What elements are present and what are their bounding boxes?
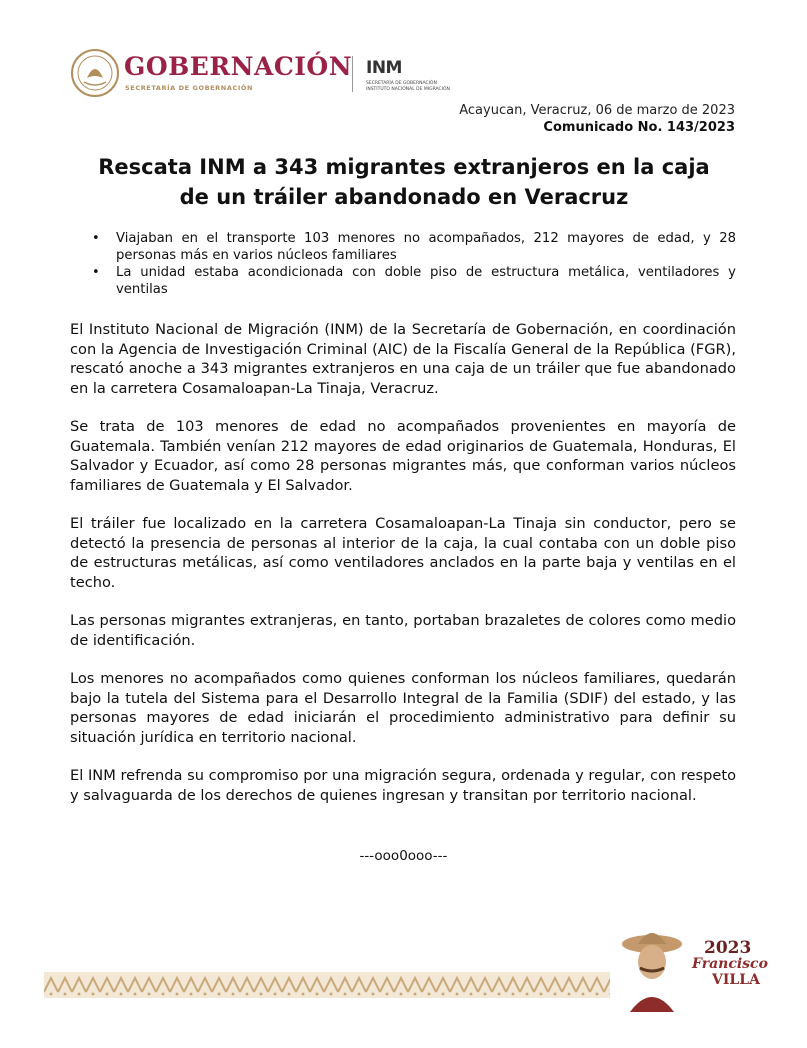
paragraph: El Instituto Nacional de Migración (INM) de la Secretaría de Gobernación, en coordinación con la Agencia de Investigación Criminal (AIC) de la Fiscalía General de la República (FGR), rescató anoche a 343 migrantes extranjeros en una caja de un tráiler que fue abandonado en la carretera Cosamaloapan-La Tinaja, Veracruz. — [70, 321, 736, 397]
title-line: Rescata INM a 343 migrantes extranjeros en la caja — [98, 155, 710, 179]
highlight-text: La unidad estaba acondicionada con doble piso de estructura metálica, ventiladores y ventilas — [116, 265, 736, 297]
paragraph: Se trata de 103 menores de edad no acompañados provenientes en mayoría de Guatemala. También venían 212 mayores de edad originarios de Guatemala, Honduras, El Salvador y Ecuador, así como 28 personas migrantes más, que conforman varios núcleos familiares de Guatemala y El Salvador. — [70, 418, 736, 494]
paragraph: Las personas migrantes extranjeras, en tanto, portaban brazaletes de colores como medio de identificación. — [70, 612, 736, 649]
footer-name: Francisco — [692, 956, 768, 972]
decorative-border-strip — [44, 972, 610, 998]
gobernacion-logo-text: GOBERNACIÓN — [124, 52, 353, 81]
inm-logo-text: INM — [366, 58, 402, 78]
paragraph: El INM refrenda su compromiso por una migración segura, ordenada y regular, con respeto y salvaguarda de los derechos de quienes ingresan y transitan por territorio nacional. — [70, 767, 736, 804]
gobernacion-subtitle: SECRETARÍA DE GOBERNACIÓN — [125, 84, 253, 92]
footer-lastname: VILLA — [712, 972, 760, 988]
highlight-item — [90, 230, 736, 264]
paragraph: Los menores no acompañados como quienes conforman los núcleos familiares, quedarán bajo la tutela del Sistema para el Desarrollo Integral de la Familia (SDIF) del estado, y las personas mayores de edad iniciarán el procedimiento administrativo para definir su situación jurídica en territorio nacional. — [70, 670, 736, 746]
bullet-icon: • — [92, 231, 100, 246]
inm-subtitle-2: INSTITUTO NACIONAL DE MIGRACIÓN — [366, 87, 450, 92]
bullet-icon: • — [92, 265, 100, 280]
press-release-title — [72, 152, 736, 212]
inm-subtitle-1: SECRETARÍA DE GOBERNACIÓN — [366, 81, 437, 86]
body-text — [70, 320, 736, 824]
national-seal-icon — [70, 48, 120, 98]
highlight-item — [90, 264, 736, 298]
paragraph: El tráiler fue localizado en la carretera Cosamaloapan-La Tinaja sin conductor, pero se detectó la presencia de personas al interior de la caja, la cual contaba con un doble piso de estructuras metálicas, así como ventiladores anclados en la parte baja y ventilas en el techo. — [70, 515, 736, 591]
closing-mark: ---ooo0ooo--- — [359, 848, 448, 864]
highlights-list — [90, 230, 736, 298]
title-line: de un tráiler abandonado en Veracruz — [179, 185, 629, 209]
footer-year: 2023 — [704, 938, 752, 958]
comunicado-number: Comunicado No. 143/2023 — [543, 120, 735, 135]
header-divider — [352, 56, 353, 92]
place-date: Acayucan, Veracruz, 06 de marzo de 2023 — [459, 103, 735, 118]
highlight-text: Viajaban en el transporte 103 menores no acompañados, 212 mayores de edad, y 28 personas más en varios núcleos familiares — [116, 231, 736, 263]
letterhead — [68, 48, 468, 100]
